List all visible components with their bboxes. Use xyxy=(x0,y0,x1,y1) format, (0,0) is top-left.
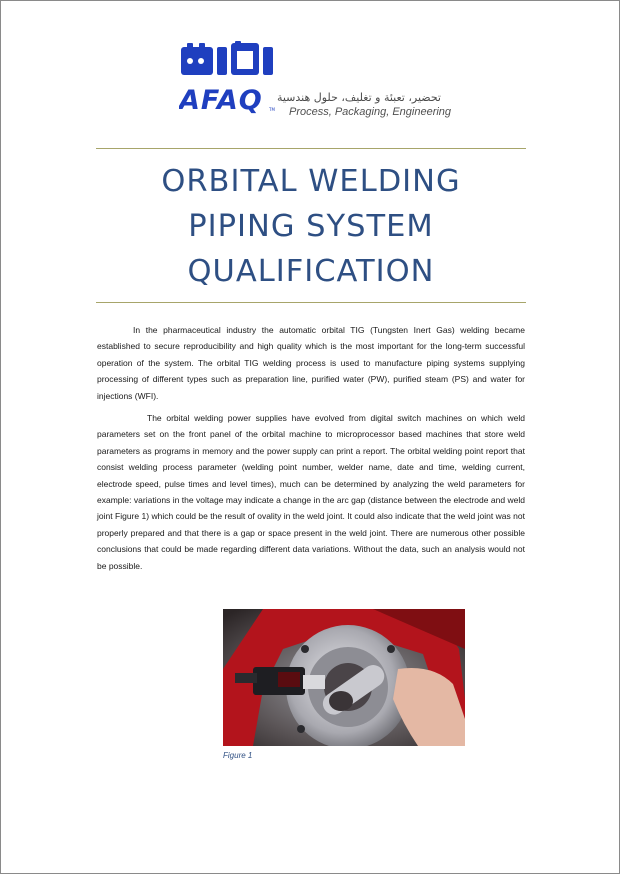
paragraph-2: The orbital welding power supplies have evolved from digital switch machines on which weld parameters set on the front panel of the orbital machine to microprocessor based machines that store weld parameters as programs in memory and the power supply can print a report. The orbital welding point report that consist welding process parameter (welding point number, welder name, date and time, welding current, electrode speed, pulse times and level times), much can be determined by analyzing the weld parameters for example: variations in the voltage may indicate a change in the arc gap (distance between the electrode and weld joint Figure 1) which could be the result of ovality in the weld joint. It could also indicate that the weld joint was not properly prepared and that there is a gap or space present in the weld joint. There are numerous other possible conclusions that could be made regarding different data variations. Without the data, such an analysis would not be possible. xyxy=(97,413,525,571)
title-line-1: ORBITAL WELDING xyxy=(161,164,461,199)
orbital-welding-head-image xyxy=(223,609,465,746)
title-line-3: QUALIFICATION xyxy=(187,254,435,289)
figure-caption: Figure 1 xyxy=(223,751,253,760)
logo-tagline-arabic: تحضير، تعبئة و تغليف، حلول هندسية xyxy=(276,91,441,104)
afaq-logo-icon xyxy=(179,41,275,119)
paragraph-1: In the pharmaceutical industry the automatic orbital TIG (Tungsten Inert Gas) welding became established to secure reproducibility and high quality which is the most important for the long-term successful operation of the system. The orbital TIG welding process is used to manufacture piping systems supplying processing of different types such as preparation line, purified water (PW), purified steam (PS) and water for injections (WFI). xyxy=(97,325,525,401)
logo-tagline-english: Process, Packaging, Engineering xyxy=(289,106,452,118)
company-logo xyxy=(179,41,452,121)
svg-text:TM: TM xyxy=(269,107,275,112)
title-line-2: PIPING SYSTEM xyxy=(188,209,434,244)
svg-text:AFAQ: AFAQ xyxy=(179,85,263,116)
title-bottom-divider xyxy=(96,302,526,303)
document-title xyxy=(96,159,526,294)
title-top-divider xyxy=(96,148,526,149)
body-text xyxy=(97,322,525,580)
figure-1-photo xyxy=(223,609,465,746)
